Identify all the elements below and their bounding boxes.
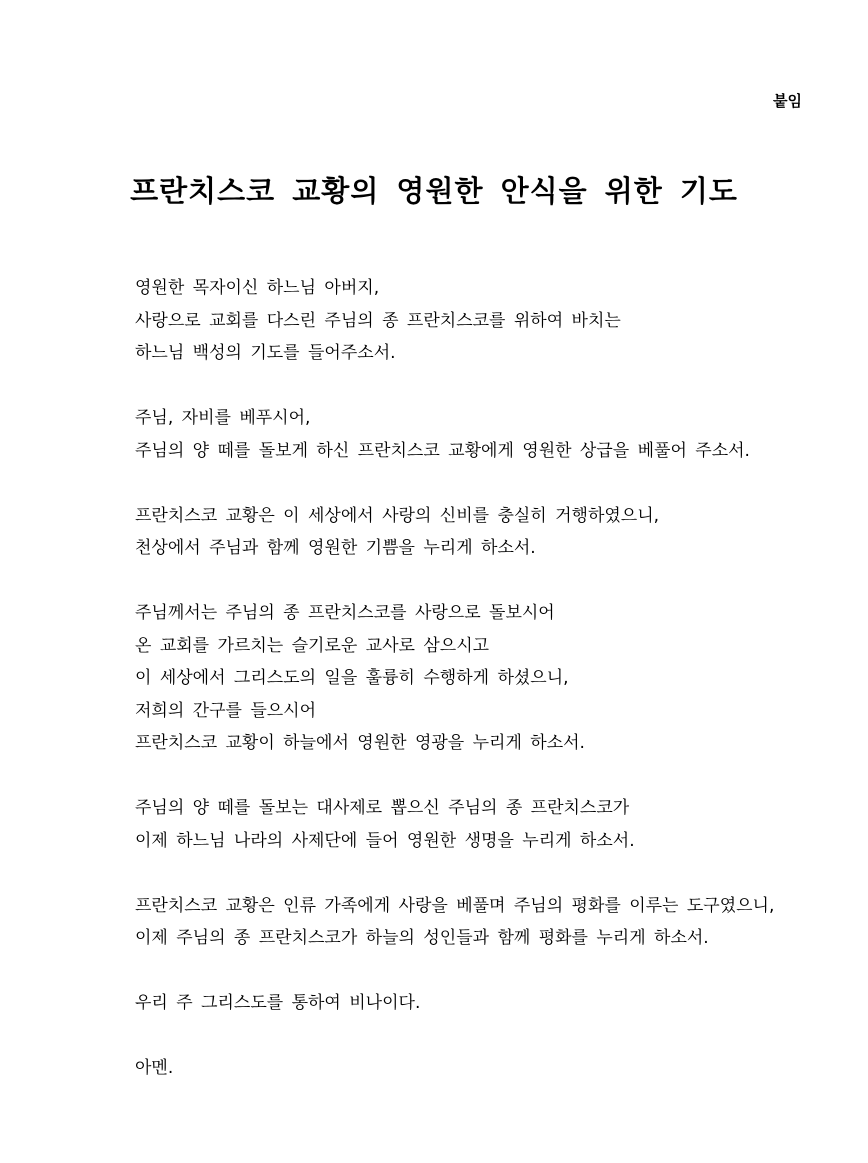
prayer-line: 프란치스코 교황이 하늘에서 영원한 영광을 누리게 하소서. bbox=[135, 733, 585, 753]
prayer-line: 영원한 목자이신 하느님 아버지, bbox=[135, 278, 380, 298]
prayer-line: 온 교회를 가르치는 슬기로운 교사로 삼으시고 bbox=[135, 635, 490, 656]
prayer-line: 프란치스코 교황은 이 세상에서 사랑의 신비를 충실히 거행하였으니, bbox=[135, 505, 660, 526]
document-title: 프란치스코 교황의 영원한 안식을 위한 기도 bbox=[130, 174, 738, 208]
prayer-body bbox=[135, 272, 835, 1117]
prayer-line: 사랑으로 교회를 다스린 주님의 종 프란치스코를 위하여 바치는 bbox=[135, 310, 621, 331]
prayer-line: 주님, 자비를 베푸시어, bbox=[135, 408, 311, 428]
prayer-line: 이 세상에서 그리스도의 일을 훌륭히 수행하게 하셨으니, bbox=[135, 668, 569, 688]
prayer-stanza bbox=[135, 272, 835, 370]
prayer-line: 주님의 양 떼를 돌보게 하신 프란치스코 교황에게 영원한 상급을 베풀어 주소서. bbox=[135, 440, 750, 461]
prayer-line: 아멘. bbox=[135, 1058, 174, 1078]
prayer-line: 이제 하느님 나라의 사제단에 들어 영원한 생명을 누리게 하소서. bbox=[135, 830, 635, 851]
prayer-line: 천상에서 주님과 함께 영원한 기쁨을 누리게 하소서. bbox=[135, 538, 536, 558]
prayer-stanza bbox=[135, 987, 835, 1020]
prayer-stanza bbox=[135, 792, 835, 857]
prayer-line: 우리 주 그리스도를 통하여 비나이다. bbox=[135, 993, 421, 1013]
prayer-line: 주님의 양 떼를 돌보는 대사제로 뽑으신 주님의 종 프란치스코가 bbox=[135, 798, 630, 818]
prayer-stanza bbox=[135, 500, 835, 565]
prayer-stanza bbox=[135, 1052, 835, 1085]
prayer-line: 주님께서는 주님의 종 프란치스코를 사랑으로 돌보시어 bbox=[135, 603, 555, 623]
prayer-stanza bbox=[135, 402, 835, 467]
attachment-label: 붙임 bbox=[773, 92, 802, 110]
prayer-line: 저희의 간구를 들으시어 bbox=[135, 700, 317, 721]
prayer-line: 하느님 백성의 기도를 들어주소서. bbox=[135, 343, 396, 363]
prayer-stanza bbox=[135, 890, 835, 955]
prayer-line: 이제 주님의 종 프란치스코가 하늘의 성인들과 함께 평화를 누리게 하소서. bbox=[135, 928, 709, 948]
prayer-line: 프란치스코 교황은 인류 가족에게 사랑을 베풀며 주님의 평화를 이루는 도구였으니, bbox=[135, 895, 775, 916]
prayer-stanza bbox=[135, 597, 835, 760]
